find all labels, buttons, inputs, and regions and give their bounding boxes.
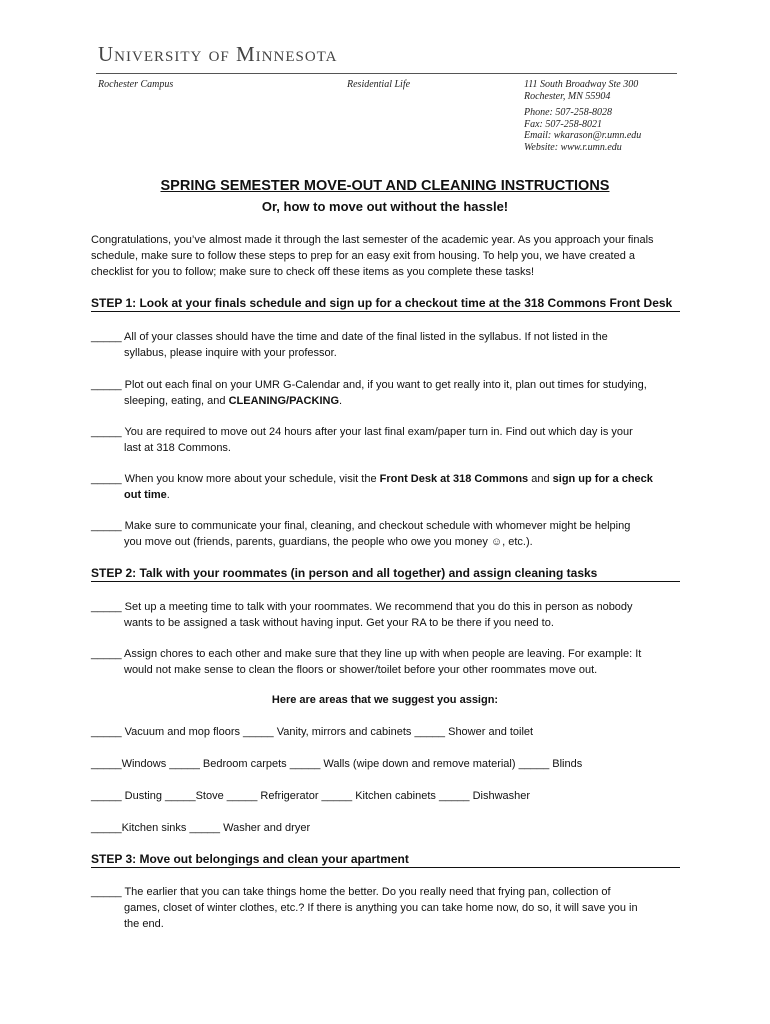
address-line-2: Rochester, MN 55904: [524, 90, 611, 102]
item-text-part: sleeping, eating, and: [124, 395, 229, 407]
item-text: Assign chores to each other and make sure that they line up with when people are leaving. For example: It: [124, 648, 642, 660]
step2-item-2: [91, 646, 671, 678]
emphasis-out-time: out time: [124, 489, 167, 501]
emphasis-sign-up: sign up for a check: [552, 473, 653, 485]
step1-item-4: [91, 471, 671, 503]
item-text-cont: would not make sense to clean the floors or shower/toilet before your other roommates move out.: [124, 664, 598, 676]
step2-heading: STEP 2: Talk with your roommates (in person and all together) and assign cleaning tasks: [91, 566, 680, 582]
item-text-cont: last at 318 Commons.: [124, 442, 231, 454]
address-line-1: 111 South Broadway Ste 300: [524, 79, 639, 90]
document-subtitle: Or, how to move out without the hassle!: [261, 199, 509, 214]
email: Email: wkarason@r.umn.edu: [524, 130, 642, 141]
areas-row-2: _____Windows _____ Bedroom carpets _____ Walls (wipe down and remove material) _____ Blinds: [91, 758, 583, 770]
header-rule: [96, 73, 677, 74]
step1-item-5: [91, 518, 671, 550]
step3-item-1: [91, 884, 671, 932]
item-text-part: When you know more about your schedule, visit the: [124, 473, 380, 485]
checkbox-blank: _____: [91, 601, 122, 613]
step1-item-2: [91, 377, 671, 409]
website: Website: www.r.umn.edu: [524, 141, 622, 153]
item-text-cont: games, closet of winter clothes, etc.? If there is anything you can take home now, do so, it will save you in: [124, 902, 638, 914]
item-text-part: .: [339, 395, 343, 407]
document-title: SPRING SEMESTER MOVE-OUT AND CLEANING INSTRUCTIONS: [160, 178, 610, 194]
item-text-cont: [91, 487, 671, 503]
item-text: You are required to move out 24 hours after your last final exam/paper turn in. Find out which day is your: [124, 426, 633, 438]
checkbox-blank: _____: [91, 379, 122, 391]
item-text: All of your classes should have the time and date of the final listed in the syllabus. If not listed in the: [124, 331, 608, 343]
item-text-part: .: [166, 489, 170, 501]
checkbox-blank: _____: [91, 886, 122, 898]
checkbox-blank: _____: [91, 331, 122, 343]
item-text-cont: the end.: [124, 918, 164, 930]
checkbox-blank: _____: [91, 520, 122, 532]
item-text: Make sure to communicate your final, cleaning, and checkout schedule with whomever might be helping: [124, 520, 631, 532]
emphasis-cleaning-packing: CLEANING/PACKING: [228, 395, 340, 407]
university-logotype: University of Minnesota: [98, 42, 338, 66]
contact-block: [524, 79, 641, 153]
areas-row-3: _____ Dusting _____Stove _____ Refrigerator _____ Kitchen cabinets _____ Dishwasher: [91, 790, 531, 802]
checkbox-blank: _____: [91, 426, 122, 438]
item-text-cont: wants to be assigned a task without having input. Get your RA to be there if you need to.: [124, 617, 554, 629]
intro-paragraph: Congratulations, you’ve almost made it through the last semester of the academic year. As you approach your finals schedule, make sure to follow these steps to prep for an easy exit from housing. To help you, we have created a checklist for you to follow; make sure to check off these items as you complete these tasks!: [91, 234, 654, 278]
item-text-cont: you move out (friends, parents, guardians, the people who owe you money ☺, etc.).: [124, 536, 533, 548]
phone: Phone: 507-258-8028: [524, 107, 613, 118]
step1-heading: STEP 1: Look at your finals schedule and sign up for a checkout time at the 318 Commons Front Desk: [91, 296, 680, 312]
emphasis-front-desk: Front Desk at 318 Commons: [379, 473, 529, 485]
item-text: Plot out each final on your UMR G-Calendar and, if you want to get really into it, plan out times for studying,: [124, 379, 647, 391]
item-text-cont: [91, 393, 671, 409]
item-text: The earlier that you can take things home the better. Do you really need that frying pan, collection of: [124, 886, 611, 898]
areas-row-4: _____Kitchen sinks _____ Washer and dryer: [91, 822, 311, 834]
step3-heading: STEP 3: Move out belongings and clean your apartment: [91, 852, 680, 868]
checkbox-blank: _____: [91, 648, 122, 660]
item-text: Set up a meeting time to talk with your roommates. We recommend that you do this in person as nobody: [124, 601, 633, 613]
step2-item-1: [91, 599, 671, 631]
areas-row-1: _____ Vacuum and mop floors _____ Vanity, mirrors and cabinets _____ Shower and toilet: [91, 726, 534, 738]
department-name: Residential Life: [347, 79, 411, 90]
item-text-cont: syllabus, please inquire with your professor.: [124, 347, 337, 359]
campus-name: Rochester Campus: [98, 79, 174, 90]
step1-item-1: [91, 329, 671, 361]
item-text-part: and: [528, 473, 553, 485]
areas-heading: Here are areas that we suggest you assign:: [271, 694, 499, 706]
checkbox-blank: _____: [91, 473, 122, 485]
fax: Fax: 507-258-8021: [524, 118, 603, 130]
step1-item-3: [91, 424, 671, 456]
